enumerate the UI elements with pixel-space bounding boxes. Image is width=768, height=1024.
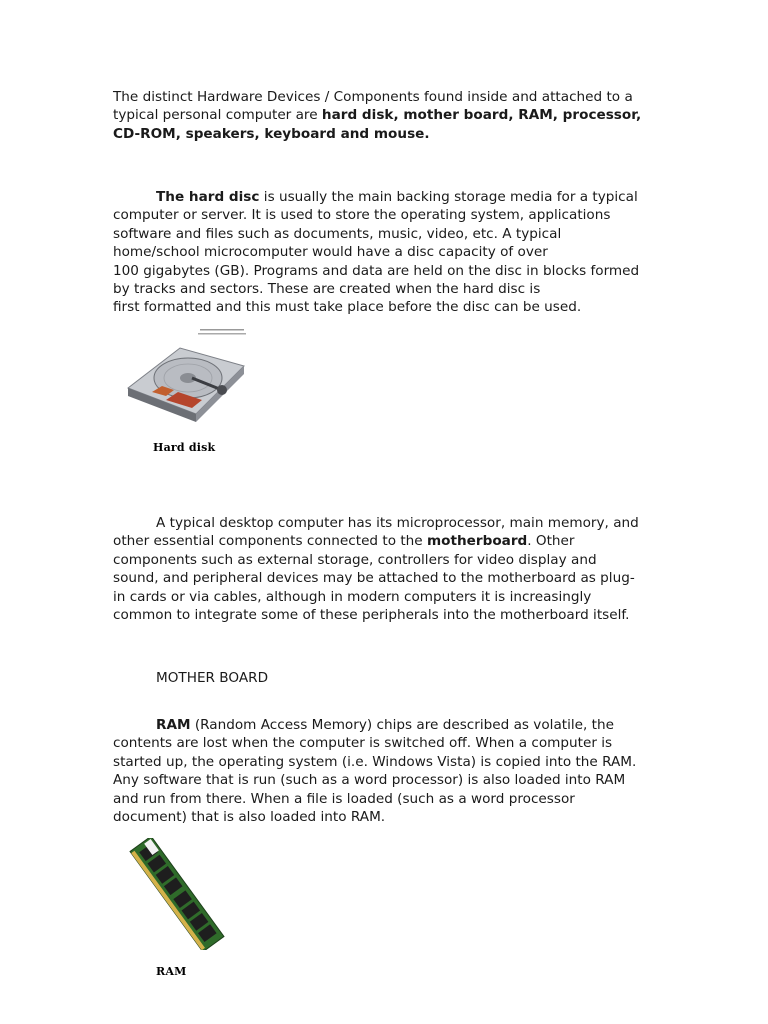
hard-disc-line: by tracks and sectors. These are created when the hard disc is	[113, 281, 541, 298]
ram-lead: RAM	[156, 717, 191, 733]
motherboard-heading: MOTHER BOARD	[156, 670, 269, 686]
motherboard-paragraph	[113, 514, 658, 624]
ram-line: (Random Access Memory) chips are described as volatile, the	[190, 717, 614, 733]
hard-disc-paragraph	[113, 188, 658, 317]
ram-caption: RAM	[156, 965, 187, 978]
hard-disc-line: home/school microcomputer would have a disc capacity of over	[113, 244, 548, 261]
ram-line: Any software that is run (such as a word processor) is also loaded into RAM	[113, 772, 626, 789]
intro-components-list: hard disk, mother board, RAM, processor, CD-ROM, speakers, keyboard and mouse.	[113, 107, 642, 142]
ram-module-image	[120, 838, 234, 950]
ram-paragraph	[113, 716, 658, 826]
hard-disc-line: 100 gigabytes (GB). Programs and data are held on the disc in blocks formed	[113, 262, 640, 279]
motherboard-line: sound, and peripheral devices may be attached to the motherboard as plug-	[113, 570, 635, 587]
intro-paragraph	[113, 88, 658, 143]
hard-disk-image	[122, 326, 250, 426]
hard-disc-line: software and files such as documents, music, video, etc. A typical	[113, 225, 562, 242]
ram-line: contents are lost when the computer is switched off. When a computer is	[113, 735, 613, 752]
motherboard-line: components such as external storage, controllers for video display and	[113, 551, 597, 568]
ram-line: and run from there. When a file is loaded (such as a word processor	[113, 790, 575, 807]
ram-line: started up, the operating system (i.e. Windows Vista) is copied into the RAM.	[113, 753, 637, 770]
ram-line: document) that is also loaded into RAM.	[113, 809, 386, 826]
motherboard-line: in cards or via cables, although in modern computers it is increasingly	[113, 588, 592, 605]
intro-text: The distinct Hardware Devices / Components found inside and attached to a typical personal computer are	[113, 89, 633, 124]
hard-disc-lead: The hard disc	[156, 189, 260, 205]
hard-disc-line: computer or server. It is used to store the operating system, applications	[113, 207, 611, 224]
hard-disc-line: is usually the main backing storage media for a typical	[259, 189, 638, 205]
motherboard-line: A typical desktop computer has its microprocessor, main memory, and	[156, 515, 639, 531]
hard-disk-caption: Hard disk	[153, 441, 216, 454]
motherboard-line: . Other	[527, 533, 575, 550]
motherboard-line: common to integrate some of these peripherals into the motherboard itself.	[113, 607, 630, 624]
hard-disc-line: first formatted and this must take place before the disc can be used.	[113, 299, 582, 316]
motherboard-line: other essential components connected to the	[113, 533, 427, 550]
motherboard-term: motherboard	[426, 533, 528, 550]
